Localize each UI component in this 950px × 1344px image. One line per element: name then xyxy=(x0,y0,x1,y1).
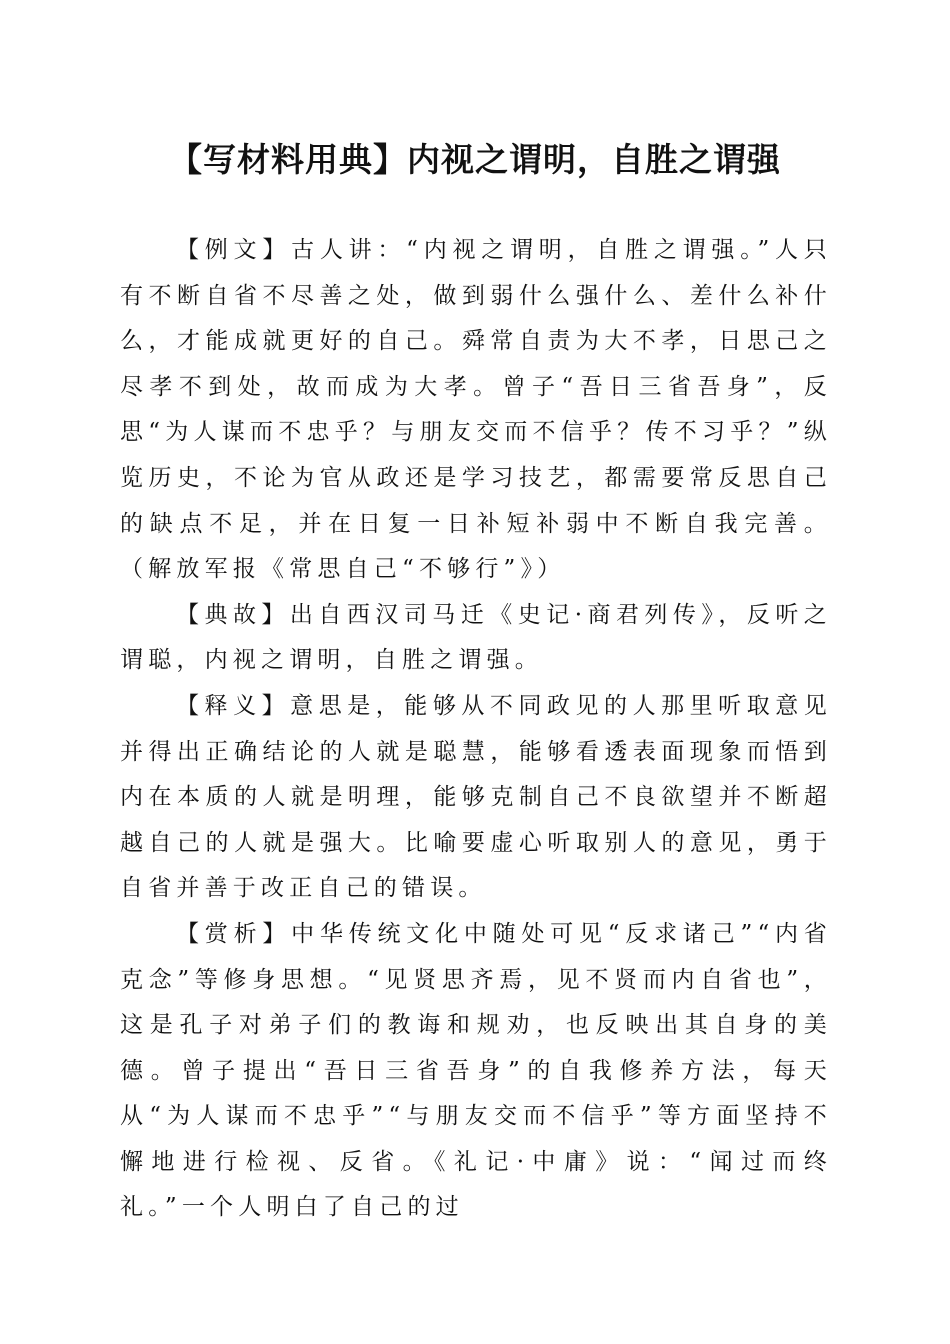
paragraph-tag: 【例文】 xyxy=(176,237,292,263)
paragraph-example xyxy=(120,228,832,593)
article-body xyxy=(120,228,832,1231)
paragraph-text: 古人讲：“内视之谓明，自胜之谓强。”人只有不断自省不尽善之处，做到弱什么强什么、差什么补什么，才能成就更好的自己。舜常自责为大不孝，日思己之尽孝不到处，故而成为大孝。曾子“吾日三省吾身”，反思“为人谋而不忠乎？与朋友交而不信乎？传不习乎？”纵览历史，不论为官从政还是学习技艺，都需要常反思自己的缺点不足，并在日复一日补短补弱中不断自我完善。（解放军报《常思自己“不够行”》） xyxy=(120,237,832,583)
paragraph-appreciation xyxy=(120,912,832,1231)
paragraph-allusion xyxy=(120,593,832,684)
paragraph-text: 中华传统文化中随处可见“反求诸己”“内省克念”等修身思想。“见贤思齐焉，见不贤而内自省也”，这是孔子对弟子们的教诲和规劝，也反映出其自身的美德。曾子提出“吾日三省吾身”的自我修养方法，每天从“为人谋而不忠乎”“与朋友交而不信乎”等方面坚持不懈地进行检视、反省。《礼记·中庸》说：“闻过而终礼。”一个人明白了自己的过 xyxy=(120,920,832,1221)
paragraph-tag: 【释义】 xyxy=(176,692,291,719)
paragraph-tag: 【典故】 xyxy=(176,601,290,628)
paragraph-text: 出自西汉司马迁《史记·商君列传》，反听之谓聪，内视之谓明，自胜之谓强。 xyxy=(120,601,832,674)
paragraph-text: 意思是，能够从不同政见的人那里听取意见并得出正确结论的人就是聪慧，能够看透表面现象而悟到内在本质的人就是明理，能够克制自己不良欲望并不断超越自己的人就是强大。比喻要虚心听取别人的意见，勇于自省并善于改正自己的错误。 xyxy=(120,692,832,902)
paragraph-meaning xyxy=(120,684,832,912)
paragraph-tag: 【赏析】 xyxy=(176,920,292,947)
page-title: 【写材料用典】内视之谓明，自胜之谓强 xyxy=(169,140,781,179)
